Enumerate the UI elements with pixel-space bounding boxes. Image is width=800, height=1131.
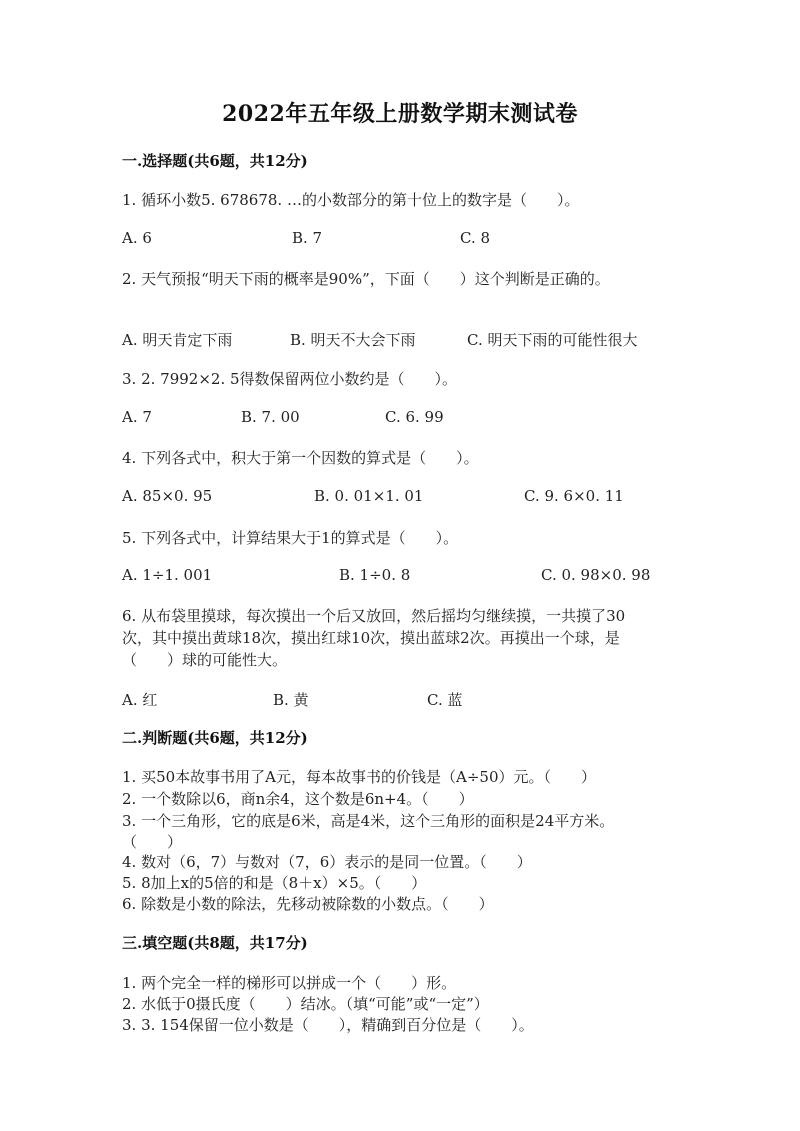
question-1-option-a: A. 6 bbox=[122, 229, 152, 247]
section-heading-true-false: 二.判断题(共6题，共12分) bbox=[122, 729, 308, 747]
question-3-option-a: A. 7 bbox=[122, 408, 152, 426]
question-6-option-b: B. 黄 bbox=[273, 691, 309, 709]
section-heading-multiple-choice: 一.选择题(共6题，共12分) bbox=[122, 152, 308, 170]
fill-item-2: 2. 水低于0摄氏度（ ）结冰。（填“可能”或“一定”） bbox=[122, 995, 489, 1013]
fill-item-1: 1. 两个完全一样的梯形可以拼成一个（ ）形。 bbox=[122, 974, 457, 992]
question-6-text-line-1: 6. 从布袋里摸球，每次摸出一个后又放回，然后摇均匀继续摸，一共摸了30 bbox=[122, 607, 626, 625]
question-4-text: 4. 下列各式中，积大于第一个因数的算式是（ ）。 bbox=[122, 449, 479, 467]
judge-item-4: 4. 数对（6，7）与数对（7，6）表示的是同一位置。（ ） bbox=[122, 853, 532, 871]
judge-item-2: 2. 一个数除以6，商n余4，这个数是6n+4。（ ） bbox=[122, 790, 474, 808]
question-5-text: 5. 下列各式中，计算结果大于1的算式是（ ）。 bbox=[122, 529, 459, 547]
question-3-option-c: C. 6. 99 bbox=[385, 408, 444, 426]
question-5-option-b: B. 1÷0. 8 bbox=[339, 566, 411, 584]
judge-item-5: 5. 8加上x的5倍的和是（8＋x）×5。（ ） bbox=[122, 874, 427, 892]
question-1-option-c: C. 8 bbox=[460, 229, 491, 247]
question-6-option-a: A. 红 bbox=[122, 691, 158, 709]
judge-item-1: 1. 买50本故事书用了A元，每本故事书的价钱是（A÷50）元。（ ） bbox=[122, 768, 596, 786]
question-6-text-line-3: （ ）球的可能性大。 bbox=[122, 651, 288, 669]
question-6-option-c: C. 蓝 bbox=[427, 691, 463, 709]
question-2-text: 2. 天气预报“明天下雨的概率是90%”，下面（ ）这个判断是正确的。 bbox=[122, 270, 610, 288]
question-3-option-b: B. 7. 00 bbox=[241, 408, 300, 426]
judge-item-6: 6. 除数是小数的除法，先移动被除数的小数点。（ ） bbox=[122, 895, 494, 913]
question-6-text-line-2: 次，其中摸出黄球18次，摸出红球10次，摸出蓝球2次。再摸出一个球，是 bbox=[122, 629, 620, 647]
question-2-option-c: C. 明天下雨的可能性很大 bbox=[467, 331, 638, 349]
question-1-text: 1. 循环小数5. 678678. …的小数部分的第十位上的数字是（ ）。 bbox=[122, 191, 580, 209]
question-3-text: 3. 2. 7992×2. 5得数保留两位小数约是（ ）。 bbox=[122, 370, 458, 388]
question-5-option-a: A. 1÷1. 001 bbox=[122, 566, 213, 584]
fill-item-3: 3. 3. 154保留一位小数是（ ），精确到百分位是（ ）。 bbox=[122, 1016, 534, 1034]
question-1-option-b: B. 7 bbox=[292, 229, 323, 247]
section-heading-fill-in-blank: 三.填空题(共8题，共17分) bbox=[122, 934, 308, 952]
question-5-option-c: C. 0. 98×0. 98 bbox=[541, 566, 651, 584]
question-4-option-c: C. 9. 6×0. 11 bbox=[524, 487, 624, 505]
judge-item-3: 3. 一个三角形，它的底是6米，高是4米，这个三角形的面积是24平方米。 bbox=[122, 812, 615, 830]
question-4-option-a: A. 85×0. 95 bbox=[122, 487, 213, 505]
page-title: 2022年五年级上册数学期末测试卷 bbox=[222, 101, 578, 127]
judge-item-3-continued: （ ） bbox=[122, 833, 183, 851]
question-2-option-b: B. 明天不大会下雨 bbox=[290, 331, 416, 349]
question-2-option-a: A. 明天肯定下雨 bbox=[122, 331, 233, 349]
question-4-option-b: B. 0. 01×1. 01 bbox=[314, 487, 424, 505]
